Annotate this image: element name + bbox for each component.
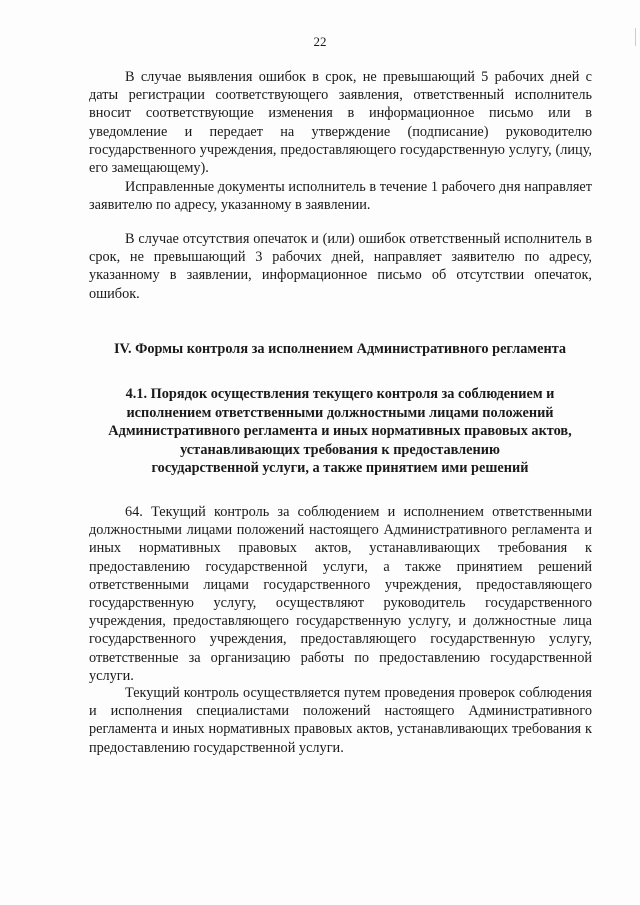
paragraph-no-errors: В случае отсутствия опечаток и (или) ошибок ответственный исполнитель в срок, не превышающий 3 рабочих дней, направляет заявителю по адресу, указанному в заявлении, информационное письмо об отсутствии опечаток, ошибок. [89,231,592,302]
subsection-heading-line: исполнением ответственными должностными лицами положений [126,404,554,421]
paragraph-error-correction: В случае выявления ошибок в срок, не превышающий 5 рабочих дней с даты регистрации соответствующего заявления, ответственный исполнитель вносит соответствующие изменения в информационное письмо или в уведомление и передает на утверждение (подписание) руководителю государственного учреждения, предоставляющего государственную услугу, (лицу, его замещающему). [89,69,592,177]
subsection-heading-line: Административного регламента и иных нормативных правовых актов, [108,423,572,439]
subsection-heading-line: устанавливающих требования к предоставлению [180,441,500,458]
paragraph-control-method: Текущий контроль осуществляется путем проведения проверок соблюдения и исполнения специалистами положений настоящего Административного регламента и иных нормативных правовых актов, устанавливающих требования к предоставлению государственной услуги. [89,685,592,756]
paragraph-64-current-control: 64. Текущий контроль за соблюдением и исполнением ответственными должностными лицами положений настоящего Административного регламента и иных нормативных правовых актов, устанавливающих требования к предоставлению государственной услуги, а также принятием решений ответственными лицами государственного учреждения, предоставляющего государственную услугу, осуществляют руководитель государственного учреждения, предоставляющего государственную услугу, и должностные лица государственного учреждения, предоставляющего государственную услугу, ответственные за организацию работы по предоставлению государственной услуги. [89,504,592,684]
subsection-heading-line: 4.1. Порядок осуществления текущего контроля за соблюдением и [125,386,555,402]
section-heading: IV. Формы контроля за исполнением Административного регламента [113,341,567,357]
page-number: 22 [313,34,327,49]
subsection-heading [80,385,600,478]
paragraph-corrected-documents: Исправленные документы исполнитель в течение 1 рабочего дня направляет заявителю по адресу, указанному в заявлении. [89,179,592,214]
subsection-heading-line: государственной услуги, а также принятием ими решений [151,460,529,476]
